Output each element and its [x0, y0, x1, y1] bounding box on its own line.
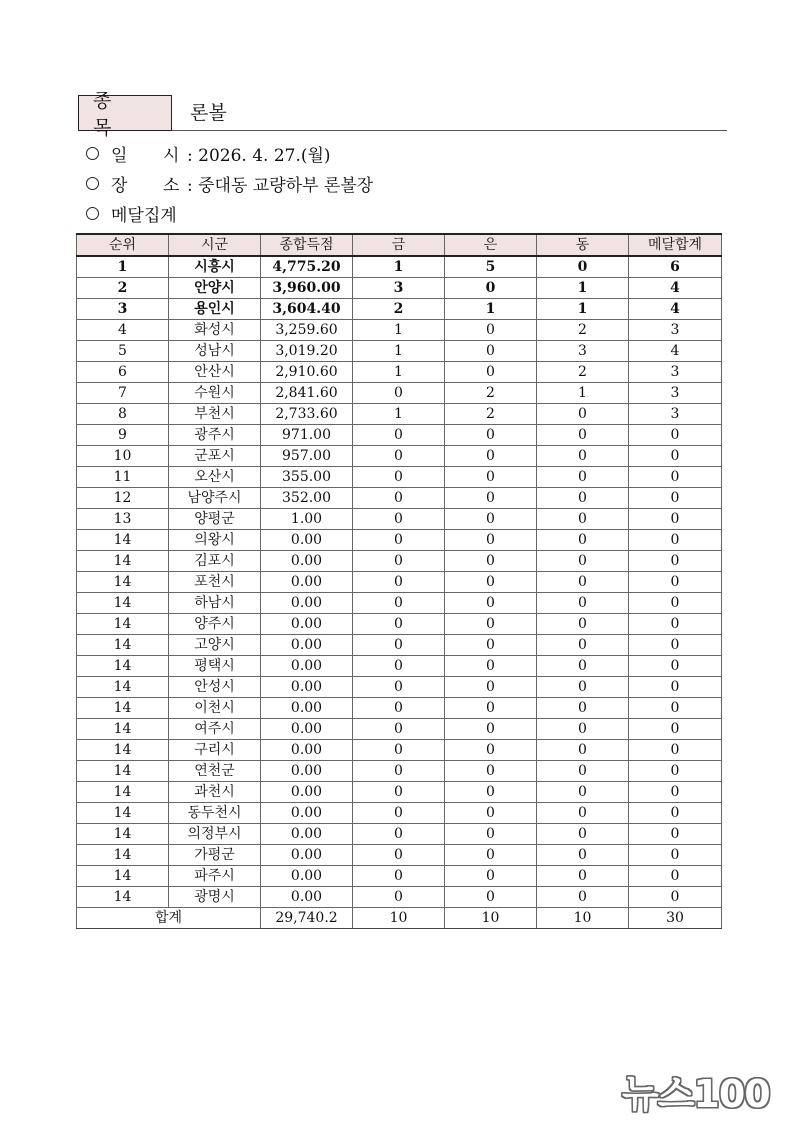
header-score: 종합득점 [261, 234, 353, 256]
table-row [77, 446, 722, 467]
cell-silver: 0 [445, 614, 537, 635]
event-name: 론볼 [190, 102, 227, 124]
cell-gold: 0 [353, 488, 445, 509]
cell-city: 시흥시 [169, 256, 261, 278]
table-row [77, 341, 722, 362]
cell-score: 957.00 [261, 446, 353, 467]
cell-silver: 0 [445, 740, 537, 761]
cell-silver: 0 [445, 341, 537, 362]
cell-bronze: 0 [537, 677, 629, 698]
table-row [77, 530, 722, 551]
cell-score: 0.00 [261, 677, 353, 698]
cell-score: 2,733.60 [261, 404, 353, 425]
cell-score: 0.00 [261, 866, 353, 887]
cell-score: 0.00 [261, 845, 353, 866]
event-label: 종 목 [93, 90, 130, 139]
table-body [77, 256, 722, 908]
date-line [86, 140, 331, 166]
cell-score: 971.00 [261, 425, 353, 446]
event-underline [172, 130, 727, 131]
cell-bronze: 0 [537, 425, 629, 446]
cell-medal-total: 0 [629, 887, 722, 908]
cell-score: 0.00 [261, 635, 353, 656]
cell-gold: 0 [353, 677, 445, 698]
cell-rank: 14 [77, 761, 169, 782]
cell-gold: 0 [353, 845, 445, 866]
cell-rank: 14 [77, 614, 169, 635]
cell-silver: 0 [445, 446, 537, 467]
cell-bronze: 0 [537, 698, 629, 719]
cell-medal-total: 0 [629, 425, 722, 446]
cell-score: 3,960.00 [261, 278, 353, 299]
cell-score: 0.00 [261, 719, 353, 740]
cell-bronze: 0 [537, 551, 629, 572]
cell-city: 군포시 [169, 446, 261, 467]
cell-rank: 14 [77, 866, 169, 887]
cell-bronze: 3 [537, 341, 629, 362]
cell-medal-total: 0 [629, 845, 722, 866]
cell-city: 하남시 [169, 593, 261, 614]
cell-silver: 2 [445, 383, 537, 404]
place-label: 장 소 [111, 175, 180, 196]
cell-silver: 1 [445, 299, 537, 320]
cell-bronze: 0 [537, 719, 629, 740]
cell-bronze: 0 [537, 782, 629, 803]
cell-rank: 14 [77, 530, 169, 551]
cell-score: 355.00 [261, 467, 353, 488]
table-row [77, 509, 722, 530]
cell-rank: 3 [77, 299, 169, 320]
cell-city: 수원시 [169, 383, 261, 404]
cell-gold: 0 [353, 782, 445, 803]
cell-score: 0.00 [261, 530, 353, 551]
table-header-row [77, 234, 722, 256]
table-row [77, 656, 722, 677]
cell-bronze: 0 [537, 761, 629, 782]
cell-city: 가평군 [169, 845, 261, 866]
header-silver: 은 [445, 234, 537, 256]
cell-rank: 1 [77, 256, 169, 278]
table-row [77, 614, 722, 635]
cell-gold: 0 [353, 866, 445, 887]
cell-bronze: 0 [537, 593, 629, 614]
date-value: : 2026. 4. 27.(월) [187, 145, 331, 166]
cell-rank: 14 [77, 824, 169, 845]
cell-city: 화성시 [169, 320, 261, 341]
cell-gold: 1 [353, 362, 445, 383]
cell-gold: 0 [353, 719, 445, 740]
cell-medal-total: 4 [629, 299, 722, 320]
table-row [77, 698, 722, 719]
cell-medal-total: 0 [629, 761, 722, 782]
cell-medal-total: 0 [629, 698, 722, 719]
cell-rank: 14 [77, 635, 169, 656]
cell-medal-total: 0 [629, 593, 722, 614]
cell-city: 부천시 [169, 404, 261, 425]
cell-silver: 0 [445, 488, 537, 509]
cell-city: 파주시 [169, 866, 261, 887]
cell-medal-total: 0 [629, 656, 722, 677]
cell-bronze: 2 [537, 320, 629, 341]
cell-city: 이천시 [169, 698, 261, 719]
cell-bronze: 0 [537, 803, 629, 824]
cell-bronze: 0 [537, 404, 629, 425]
cell-silver: 0 [445, 824, 537, 845]
cell-gold: 0 [353, 509, 445, 530]
cell-medal-total: 0 [629, 467, 722, 488]
table-row [77, 803, 722, 824]
cell-city: 평택시 [169, 656, 261, 677]
cell-rank: 14 [77, 845, 169, 866]
cell-bronze: 0 [537, 488, 629, 509]
table-row [77, 719, 722, 740]
cell-silver: 0 [445, 866, 537, 887]
cell-medal-total: 0 [629, 614, 722, 635]
cell-city: 김포시 [169, 551, 261, 572]
cell-bronze: 0 [537, 656, 629, 677]
cell-silver: 0 [445, 887, 537, 908]
cell-city: 성남시 [169, 341, 261, 362]
cell-silver: 0 [445, 530, 537, 551]
cell-rank: 14 [77, 719, 169, 740]
cell-medal-total: 3 [629, 383, 722, 404]
cell-gold: 0 [353, 803, 445, 824]
cell-city: 포천시 [169, 572, 261, 593]
cell-score: 0.00 [261, 572, 353, 593]
cell-rank: 10 [77, 446, 169, 467]
total-medals: 30 [629, 908, 722, 929]
cell-bronze: 0 [537, 824, 629, 845]
place-value: : 중대동 교량하부 론볼장 [187, 175, 374, 196]
header-medal-total: 메달합계 [629, 234, 722, 256]
table-row [77, 362, 722, 383]
cell-medal-total: 0 [629, 635, 722, 656]
cell-medal-total: 3 [629, 320, 722, 341]
cell-gold: 2 [353, 299, 445, 320]
cell-city: 과천시 [169, 782, 261, 803]
cell-rank: 14 [77, 677, 169, 698]
cell-silver: 0 [445, 320, 537, 341]
cell-score: 0.00 [261, 698, 353, 719]
cell-gold: 0 [353, 740, 445, 761]
cell-medal-total: 0 [629, 677, 722, 698]
cell-rank: 14 [77, 782, 169, 803]
cell-score: 0.00 [261, 761, 353, 782]
cell-score: 0.00 [261, 656, 353, 677]
table-row [77, 824, 722, 845]
cell-rank: 4 [77, 320, 169, 341]
cell-bronze: 0 [537, 740, 629, 761]
cell-score: 352.00 [261, 488, 353, 509]
cell-score: 0.00 [261, 887, 353, 908]
cell-gold: 1 [353, 341, 445, 362]
cell-silver: 0 [445, 677, 537, 698]
cell-city: 남양주시 [169, 488, 261, 509]
cell-city: 안성시 [169, 677, 261, 698]
cell-rank: 5 [77, 341, 169, 362]
cell-city: 동두천시 [169, 803, 261, 824]
header-rank: 순위 [77, 234, 169, 256]
table-row [77, 572, 722, 593]
cell-rank: 14 [77, 656, 169, 677]
cell-bronze: 1 [537, 278, 629, 299]
cell-silver: 0 [445, 278, 537, 299]
cell-city: 안양시 [169, 278, 261, 299]
cell-bronze: 0 [537, 572, 629, 593]
header-city: 시군 [169, 234, 261, 256]
table-row [77, 299, 722, 320]
cell-medal-total: 0 [629, 719, 722, 740]
cell-city: 오산시 [169, 467, 261, 488]
cell-medal-total: 0 [629, 866, 722, 887]
cell-rank: 8 [77, 404, 169, 425]
cell-silver: 0 [445, 761, 537, 782]
table-row [77, 761, 722, 782]
cell-score: 2,841.60 [261, 383, 353, 404]
cell-city: 광명시 [169, 887, 261, 908]
cell-score: 3,019.20 [261, 341, 353, 362]
cell-score: 3,259.60 [261, 320, 353, 341]
cell-score: 0.00 [261, 740, 353, 761]
cell-city: 고양시 [169, 635, 261, 656]
cell-medal-total: 0 [629, 572, 722, 593]
cell-city: 양평군 [169, 509, 261, 530]
cell-rank: 7 [77, 383, 169, 404]
cell-medal-total: 0 [629, 740, 722, 761]
cell-medal-total: 3 [629, 404, 722, 425]
cell-rank: 14 [77, 551, 169, 572]
medal-title: 메달집계 [111, 205, 177, 226]
cell-rank: 14 [77, 698, 169, 719]
cell-gold: 0 [353, 593, 445, 614]
cell-medal-total: 0 [629, 551, 722, 572]
table-row [77, 593, 722, 614]
cell-rank: 12 [77, 488, 169, 509]
cell-silver: 0 [445, 635, 537, 656]
table-row [77, 320, 722, 341]
table-row [77, 256, 722, 278]
table-row [77, 635, 722, 656]
cell-silver: 5 [445, 256, 537, 278]
cell-gold: 3 [353, 278, 445, 299]
table-row [77, 425, 722, 446]
cell-gold: 0 [353, 425, 445, 446]
cell-silver: 0 [445, 572, 537, 593]
cell-rank: 13 [77, 509, 169, 530]
total-row [77, 908, 722, 929]
cell-bronze: 0 [537, 614, 629, 635]
cell-rank: 6 [77, 362, 169, 383]
cell-medal-total: 0 [629, 782, 722, 803]
cell-bronze: 0 [537, 467, 629, 488]
cell-score: 3,604.40 [261, 299, 353, 320]
cell-score: 0.00 [261, 593, 353, 614]
cell-gold: 0 [353, 824, 445, 845]
cell-city: 의왕시 [169, 530, 261, 551]
cell-city: 연천군 [169, 761, 261, 782]
cell-rank: 14 [77, 740, 169, 761]
table-row [77, 278, 722, 299]
cell-bronze: 0 [537, 887, 629, 908]
total-score: 29,740.2 [261, 908, 353, 929]
cell-medal-total: 0 [629, 824, 722, 845]
cell-bronze: 0 [537, 845, 629, 866]
cell-score: 0.00 [261, 782, 353, 803]
cell-silver: 0 [445, 656, 537, 677]
cell-city: 안산시 [169, 362, 261, 383]
cell-rank: 9 [77, 425, 169, 446]
table-row [77, 845, 722, 866]
total-label: 합계 [77, 908, 261, 929]
cell-gold: 0 [353, 656, 445, 677]
table-row [77, 677, 722, 698]
cell-gold: 0 [353, 698, 445, 719]
cell-bronze: 0 [537, 256, 629, 278]
cell-silver: 0 [445, 467, 537, 488]
cell-medal-total: 0 [629, 509, 722, 530]
table-row [77, 551, 722, 572]
cell-bronze: 1 [537, 299, 629, 320]
table-row [77, 383, 722, 404]
total-silver: 10 [445, 908, 537, 929]
cell-gold: 0 [353, 551, 445, 572]
total-bronze: 10 [537, 908, 629, 929]
cell-score: 0.00 [261, 803, 353, 824]
cell-score: 0.00 [261, 551, 353, 572]
cell-silver: 0 [445, 425, 537, 446]
cell-silver: 0 [445, 803, 537, 824]
cell-bronze: 2 [537, 362, 629, 383]
table-row [77, 782, 722, 803]
table-row [77, 887, 722, 908]
cell-medal-total: 0 [629, 803, 722, 824]
cell-rank: 14 [77, 572, 169, 593]
table-row [77, 866, 722, 887]
cell-gold: 0 [353, 572, 445, 593]
cell-rank: 14 [77, 593, 169, 614]
cell-gold: 0 [353, 887, 445, 908]
cell-medal-total: 4 [629, 278, 722, 299]
cell-medal-total: 0 [629, 488, 722, 509]
cell-medal-total: 6 [629, 256, 722, 278]
cell-medal-total: 4 [629, 341, 722, 362]
place-line [86, 170, 373, 196]
table-row [77, 488, 722, 509]
cell-gold: 1 [353, 404, 445, 425]
cell-score: 4,775.20 [261, 256, 353, 278]
table-row [77, 467, 722, 488]
cell-city: 양주시 [169, 614, 261, 635]
cell-silver: 2 [445, 404, 537, 425]
cell-rank: 2 [77, 278, 169, 299]
cell-bronze: 0 [537, 866, 629, 887]
table-row [77, 740, 722, 761]
cell-silver: 0 [445, 845, 537, 866]
cell-silver: 0 [445, 551, 537, 572]
medal-table [76, 233, 722, 929]
cell-medal-total: 0 [629, 530, 722, 551]
cell-rank: 14 [77, 887, 169, 908]
cell-gold: 0 [353, 467, 445, 488]
header-bronze: 동 [537, 234, 629, 256]
medal-title-line [86, 200, 177, 226]
cell-rank: 14 [77, 803, 169, 824]
cell-city: 용인시 [169, 299, 261, 320]
cell-silver: 0 [445, 509, 537, 530]
table-row [77, 404, 722, 425]
cell-medal-total: 3 [629, 362, 722, 383]
cell-silver: 0 [445, 719, 537, 740]
cell-bronze: 0 [537, 509, 629, 530]
cell-gold: 0 [353, 530, 445, 551]
date-label: 일 시 [111, 145, 180, 166]
cell-city: 여주시 [169, 719, 261, 740]
circle-bullet-icon [86, 177, 99, 190]
cell-silver: 0 [445, 362, 537, 383]
cell-gold: 1 [353, 320, 445, 341]
cell-bronze: 0 [537, 446, 629, 467]
cell-score: 0.00 [261, 824, 353, 845]
cell-score: 0.00 [261, 614, 353, 635]
cell-score: 2,910.60 [261, 362, 353, 383]
cell-gold: 1 [353, 256, 445, 278]
cell-bronze: 0 [537, 530, 629, 551]
cell-gold: 0 [353, 761, 445, 782]
total-gold: 10 [353, 908, 445, 929]
cell-gold: 0 [353, 635, 445, 656]
cell-city: 구리시 [169, 740, 261, 761]
cell-bronze: 1 [537, 383, 629, 404]
circle-bullet-icon [86, 207, 99, 220]
circle-bullet-icon [86, 147, 99, 160]
cell-medal-total: 0 [629, 446, 722, 467]
cell-score: 1.00 [261, 509, 353, 530]
cell-silver: 0 [445, 593, 537, 614]
cell-gold: 0 [353, 446, 445, 467]
cell-silver: 0 [445, 782, 537, 803]
news100-logo: 뉴스100 [622, 1072, 770, 1116]
cell-city: 광주시 [169, 425, 261, 446]
event-label-box [78, 90, 172, 139]
cell-bronze: 0 [537, 635, 629, 656]
cell-city: 의정부시 [169, 824, 261, 845]
cell-gold: 0 [353, 614, 445, 635]
cell-rank: 11 [77, 467, 169, 488]
cell-gold: 0 [353, 383, 445, 404]
cell-silver: 0 [445, 698, 537, 719]
header-gold: 금 [353, 234, 445, 256]
